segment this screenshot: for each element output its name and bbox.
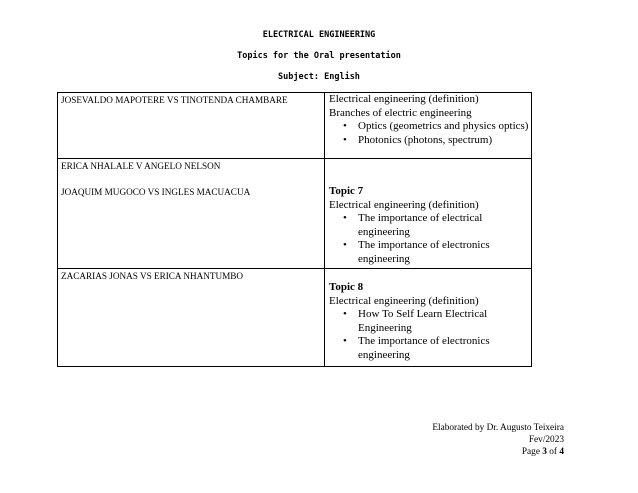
presenters-name: ZACARIAS JONAS VS ERICA NHANTUMBO [61, 271, 244, 281]
list-item: • Photonics (photons, spectrum) [343, 133, 493, 146]
document-subtitle: Topics for the Oral presentation [237, 51, 401, 61]
topic-number: Topic 8 [329, 281, 364, 293]
topic-line: Branches of electric engineering [329, 106, 472, 119]
list-item: • The importance of electronics engineering [343, 335, 490, 361]
footer-date: Fev/2023 [528, 434, 564, 445]
topic-cell [325, 93, 532, 159]
bullet-icon: • [343, 239, 347, 252]
bullet-icon: • [343, 212, 347, 225]
bullet-icon: • [343, 308, 347, 321]
topic-number: Topic 7 [329, 185, 364, 197]
page-number: Page 3 of 4 [521, 446, 564, 457]
topic-line: Electrical engineering (definition) [329, 198, 479, 211]
presenters-name: JOAQUIM MUGOCO VS INGLES MACUACUA [61, 187, 251, 197]
bullet-icon: • [343, 133, 347, 146]
footer-author: Elaborated by Dr. Augusto Teixeira [432, 423, 564, 433]
names-cell [58, 159, 325, 269]
table-row [58, 269, 532, 367]
topic-cell [325, 269, 532, 367]
presenters-name: JOSEVALDO MAPOTERE VS TINOTENDA CHAMBARE [61, 95, 288, 105]
topic-line: Electrical engineering (definition) [329, 93, 479, 105]
subject-line: Subject: English [278, 72, 360, 82]
names-cell [58, 269, 325, 367]
document-title: ELECTRICAL ENGINEERING [262, 30, 376, 40]
list-item: • The importance of electronics engineering [343, 239, 490, 265]
list-item: • How To Self Learn Electrical Engineering [343, 308, 488, 334]
topics-table [57, 92, 532, 367]
presenters-name: ERICA NHALALE V ANGELO NELSON [61, 161, 221, 171]
topic-cell [325, 159, 532, 269]
bullet-icon: • [343, 120, 347, 133]
table-row [58, 93, 532, 159]
table-row [58, 159, 532, 269]
list-item: • The importance of electrical engineering [343, 212, 483, 238]
footer [432, 423, 564, 458]
names-cell [58, 93, 325, 159]
list-item: • Optics (geometrics and physics optics) [343, 120, 529, 133]
bullet-icon: • [343, 335, 347, 348]
topic-line: Electrical engineering (definition) [329, 294, 479, 307]
